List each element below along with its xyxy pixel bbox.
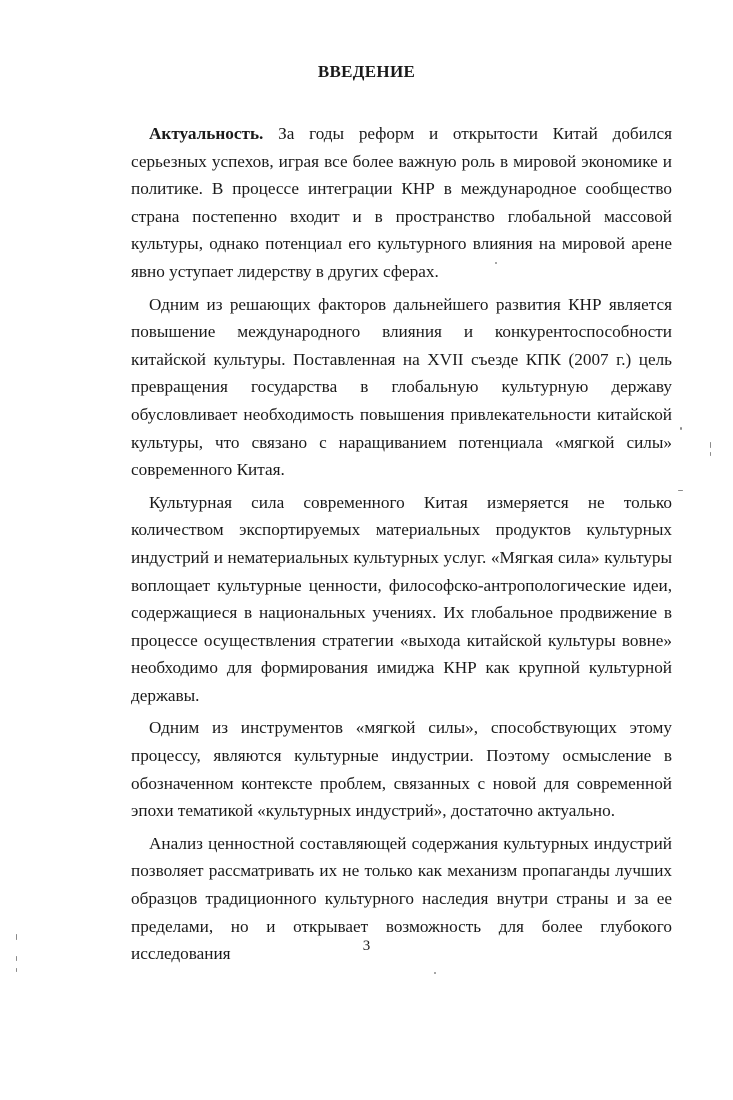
paragraph: Одним из инструментов «мягкой силы», способствующих этому процессу, являются культурные индустрии. Поэтому осмысление в обозначенном контексте проблем, связанных с новой для современной эпохи тематикой «культурных индустрий», достаточно актуально. (131, 718, 672, 821)
paragraph-relevance (131, 120, 672, 286)
scan-speck (710, 452, 711, 456)
body-text (131, 120, 672, 973)
scan-speck (434, 972, 436, 974)
scan-speck (495, 262, 497, 264)
paragraph: Культурная сила современного Китая измеряется не только количеством экспортируемых материальных продуктов культурных индустрий и нематериальных культурных услуг. «Мягкая сила» культуры воплощает культурные ценности, философско-антропологические идеи, содержащиеся в национальных учениях. Их глобальное продвижение в процессе осуществления стратегии «выхода китайской культуры вовне» необходимо для формирования имиджа КНР как крупной культурной державы. (131, 492, 672, 705)
paragraph-text: За годы реформ и открытости Китай добился серьезных успехов, играя все более важную роль в мировой экономике и политике. В процессе интеграции КНР в международное сообщество страна постепенно входит и в пространство глобальной массовой культуры, однако потенциал его культурного влияния на мировой арене явно уступает лидерству в других сферах. (131, 124, 672, 281)
scan-speck (16, 956, 17, 961)
scan-speck (16, 968, 17, 972)
paragraph-lead: Актуальность. (149, 124, 264, 143)
scan-speck (678, 490, 683, 491)
scan-speck (680, 427, 682, 430)
scan-speck (16, 934, 17, 940)
scan-speck (710, 442, 711, 448)
paragraph: Анализ ценностной составляющей содержания культурных индустрий позволяет рассматривать их не только как механизм пропаганды лучших образцов традиционного культурного наследия внутри страны и за ее пределами, но и открывает возможность для более глубокого исследования (131, 833, 672, 964)
paragraph: Одним из решающих факторов дальнейшего развития КНР является повышение международного влияния и конкурентоспособности китайской культуры. Поставленная на XVII съезде КПК (2007 г.) цель превращения государства в глобальную культурную державу обусловливает необходимость повышения привлекательности китайской культуры, что связано с наращиванием потенциала «мягкой силы» современного Китая. (131, 294, 672, 480)
page-number: 3 (362, 938, 371, 954)
page-title: ВВЕДЕНИЕ (317, 62, 416, 81)
